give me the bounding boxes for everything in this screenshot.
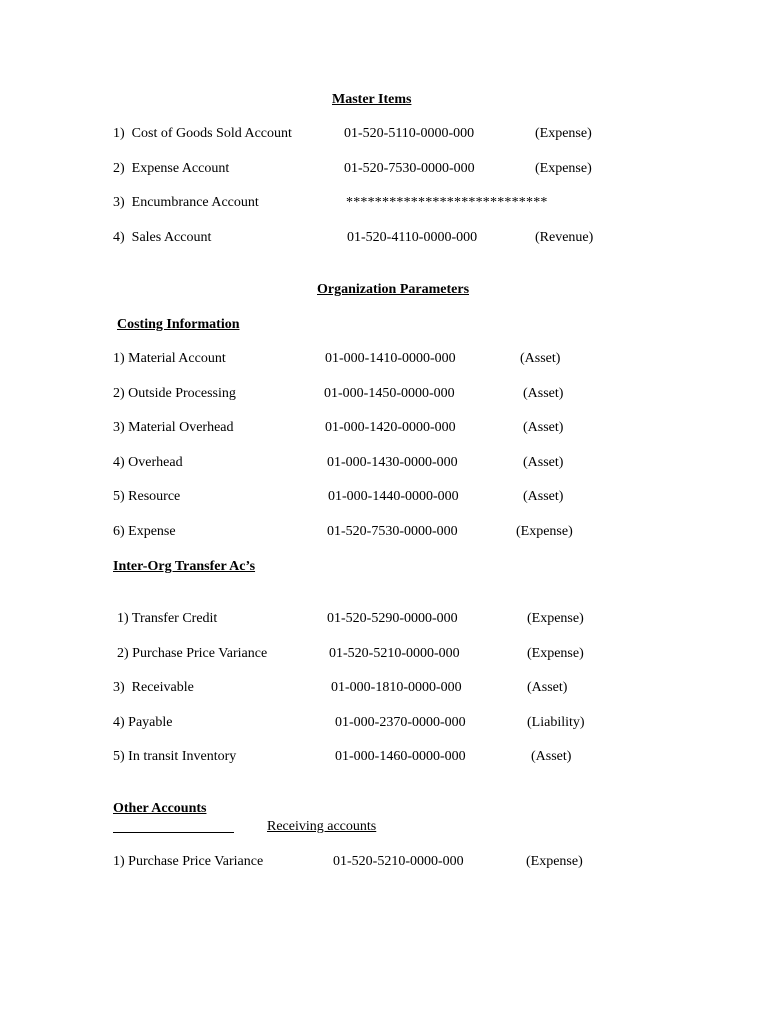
costing-label: 4) Overhead xyxy=(113,455,183,470)
costing-code: 01-000-1450-0000-000 xyxy=(324,386,455,401)
other-account-type: (Expense) xyxy=(526,854,583,869)
inter-org-type: (Expense) xyxy=(527,646,584,661)
master-item-type: (Revenue) xyxy=(535,230,594,245)
inter-org-label: 1) Transfer Credit xyxy=(117,611,218,626)
underline-rule xyxy=(113,832,234,833)
inter-org-type: (Asset) xyxy=(527,680,568,695)
master-item-code: 01-520-4110-0000-000 xyxy=(347,230,478,245)
costing-type: (Expense) xyxy=(516,524,573,539)
costing-code: 01-000-1430-0000-000 xyxy=(327,455,458,470)
master-items-heading: Master Items xyxy=(332,92,412,107)
costing-code: 01-520-7530-0000-000 xyxy=(327,524,458,539)
costing-label: 2) Outside Processing xyxy=(113,386,236,401)
other-account-label: 1) Purchase Price Variance xyxy=(113,854,264,869)
costing-type: (Asset) xyxy=(523,386,564,401)
costing-label: 6) Expense xyxy=(113,524,176,539)
costing-label: 3) Material Overhead xyxy=(113,420,234,435)
master-item-type: (Expense) xyxy=(535,161,592,176)
master-item-label: 1) Cost of Goods Sold Account xyxy=(113,126,292,141)
costing-type: (Asset) xyxy=(523,489,564,504)
costing-label: 1) Material Account xyxy=(113,351,226,366)
inter-org-label: 2) Purchase Price Variance xyxy=(117,646,268,661)
master-item-code: 01-520-5110-0000-000 xyxy=(344,126,475,141)
master-item-label: 2) Expense Account xyxy=(113,161,230,176)
master-item-label: 3) Encumbrance Account xyxy=(113,195,259,210)
inter-org-label: 5) In transit Inventory xyxy=(113,749,237,764)
inter-org-type: (Liability) xyxy=(527,715,585,730)
inter-org-code: 01-520-5290-0000-000 xyxy=(327,611,458,626)
costing-info-heading: Costing Information xyxy=(117,317,240,332)
inter-org-label: 4) Payable xyxy=(113,715,173,730)
inter-org-heading: Inter-Org Transfer Ac’s xyxy=(113,559,256,574)
master-item-type: (Expense) xyxy=(535,126,592,141)
costing-code: 01-000-1420-0000-000 xyxy=(325,420,456,435)
costing-type: (Asset) xyxy=(523,455,564,470)
other-account-code: 01-520-5210-0000-000 xyxy=(333,854,464,869)
costing-type: (Asset) xyxy=(523,420,564,435)
inter-org-code: 01-000-2370-0000-000 xyxy=(335,715,466,730)
costing-type: (Asset) xyxy=(520,351,561,366)
inter-org-code: 01-000-1810-0000-000 xyxy=(331,680,462,695)
costing-code: 01-000-1410-0000-000 xyxy=(325,351,456,366)
other-accounts-heading: Other Accounts xyxy=(113,801,207,816)
inter-org-type: (Asset) xyxy=(531,749,572,764)
costing-code: 01-000-1440-0000-000 xyxy=(328,489,459,504)
inter-org-code: 01-520-5210-0000-000 xyxy=(329,646,460,661)
costing-label: 5) Resource xyxy=(113,489,181,504)
receiving-accounts-subheading: Receiving accounts xyxy=(267,819,377,834)
inter-org-label: 3) Receivable xyxy=(113,680,194,695)
master-item-code-masked: **************************** xyxy=(346,195,548,210)
inter-org-type: (Expense) xyxy=(527,611,584,626)
master-item-label: 4) Sales Account xyxy=(113,230,212,245)
inter-org-code: 01-000-1460-0000-000 xyxy=(335,749,466,764)
org-params-heading: Organization Parameters xyxy=(317,282,470,297)
master-item-code: 01-520-7530-0000-000 xyxy=(344,161,475,176)
